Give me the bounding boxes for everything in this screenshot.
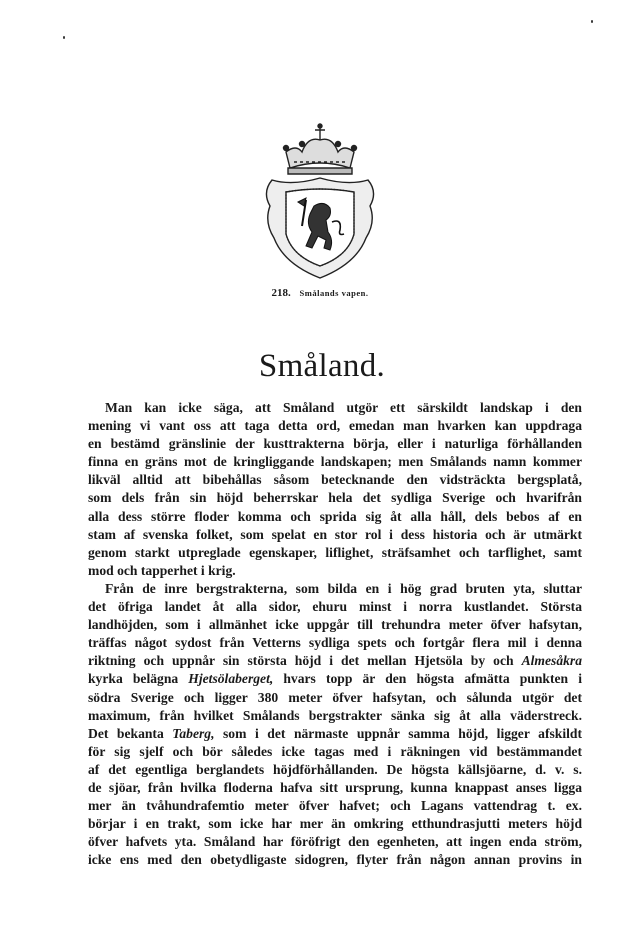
scan-speck xyxy=(591,20,593,23)
text-segment: Från de inre bergstrakterna, som bilda en i hög grad bruten yta, sluttar xyxy=(105,580,582,596)
text-line xyxy=(88,616,582,634)
text-segment: södra Sverige och ligger 380 meter öfver hafsytan, och sålunda utgör det xyxy=(88,689,582,705)
text-segment: mer än tvåhundrafemtio meter öfver hafvet; och Lagans vattendrag t. ex. xyxy=(88,798,582,814)
italic-place-name: Hjetsölaberget, xyxy=(188,671,274,687)
text-segment: en bestämd gränslinie der kusttrakterna börja, eller i naturliga förhållanden xyxy=(88,436,582,452)
text-line xyxy=(88,508,582,526)
text-segment: hvars topp är den högsta afmätta punkten i xyxy=(273,671,582,687)
text-segment: börjar i en trakt, som icke har mer än omkring etthundrasjutti meters höjd xyxy=(88,816,582,832)
text-segment: kyrka belägna xyxy=(88,671,189,687)
figure-caption xyxy=(0,287,640,299)
scan-speck xyxy=(63,36,65,39)
text-line xyxy=(88,797,582,815)
text-line xyxy=(88,833,582,851)
text-line xyxy=(88,725,582,743)
text-segment: Man kan icke säga, att Småland utgör ett särskildt landskap i den xyxy=(105,400,582,415)
figure-number: 218. xyxy=(271,287,291,299)
text-line xyxy=(88,707,582,725)
text-line xyxy=(88,417,582,435)
body-text xyxy=(88,399,582,869)
italic-place-name: Almesåkra xyxy=(521,653,582,669)
crown-icon xyxy=(284,124,357,174)
figure-caption-text: Smålands vapen. xyxy=(299,288,369,298)
text-line xyxy=(88,670,582,688)
coat-of-arms-illustration xyxy=(258,122,382,282)
text-line xyxy=(88,634,582,652)
text-segment: som i det närmaste uppnår samma höjd, ligger afskildt xyxy=(214,725,582,741)
page-title: Småland. xyxy=(258,348,386,384)
text-line xyxy=(88,580,582,598)
text-line xyxy=(88,598,582,616)
text-segment: alla dess större floder komma och sprida sig åt alla håll, dels bebos af en xyxy=(88,508,582,524)
text-line xyxy=(88,544,582,562)
text-segment: genom starkt utpreglade egenskaper, liflighet, sträfsamhet och tarflighet, samt xyxy=(88,544,582,560)
text-line xyxy=(88,435,582,453)
text-segment: Det bekanta xyxy=(88,725,173,741)
text-segment: det öfriga landet åt alla sidor, ehuru minst i norra kustlandet. Största xyxy=(88,599,582,615)
text-segment: träffas något sydost från Vetterns sydliga spets och fortgår flera mil i denna xyxy=(88,635,582,651)
text-segment: landhöjden, som i allmänhet icke uppgår till trehundra meter öfver hafsytan, xyxy=(88,617,582,633)
text-line xyxy=(88,526,582,544)
text-line xyxy=(88,851,582,869)
text-segment: mening vi vant oss att taga detta ord, emedan man hvarken kan uppdraga xyxy=(88,418,582,434)
italic-place-name: Taberg, xyxy=(172,725,215,741)
text-line xyxy=(88,399,582,417)
text-segment: riktning och uppnår sin största höjd i det mellan Hjetsöla by och xyxy=(88,653,522,669)
text-line xyxy=(88,689,582,707)
text-line xyxy=(88,471,582,489)
text-line xyxy=(88,652,582,670)
text-line xyxy=(88,779,582,797)
text-segment: stam af svenska folket, som spelat en stor rol i dess historia och är utmärkt xyxy=(88,526,582,542)
text-segment: öfver hafvets yta. Småland har föröfrigt den egenheten, att ingen enda ström, xyxy=(88,834,582,850)
text-segment: maximum, från hvilket Smålands bergstrakter sänka sig åt alla väderstreck. xyxy=(88,707,582,723)
text-segment: för sig sjelf och bör således icke tagas med i räkningen vid bestämmandet xyxy=(88,743,582,759)
text-line xyxy=(88,489,582,507)
text-segment: finna en gräns mot de kringliggande landskapen; men Smålands namn kommer xyxy=(88,454,582,470)
text-line xyxy=(88,815,582,833)
text-line xyxy=(88,761,582,779)
text-segment: likväl alltid att bibehållas såsom betecknande den vidsträckta bergsplatå, xyxy=(88,472,582,488)
text-segment: icke ens med den obetydligaste sidogren, flyter från någon annan provins in xyxy=(88,852,582,868)
text-segment: som dels från sin höjd beherrskar hela det sydliga Sverige och hvarifrån xyxy=(88,490,582,506)
text-line xyxy=(88,743,582,761)
text-segment: af det egentliga berglandets höjdförhållanden. De högsta källsjöarne, d. v. s. xyxy=(88,761,582,777)
text-line xyxy=(88,562,582,580)
text-segment: de sjöar, från hvilka floderna hafva sitt ursprung, kunna knappast anses ligga xyxy=(88,779,582,795)
text-segment: mod och tapperhet i krig. xyxy=(88,562,236,578)
text-line xyxy=(88,453,582,471)
